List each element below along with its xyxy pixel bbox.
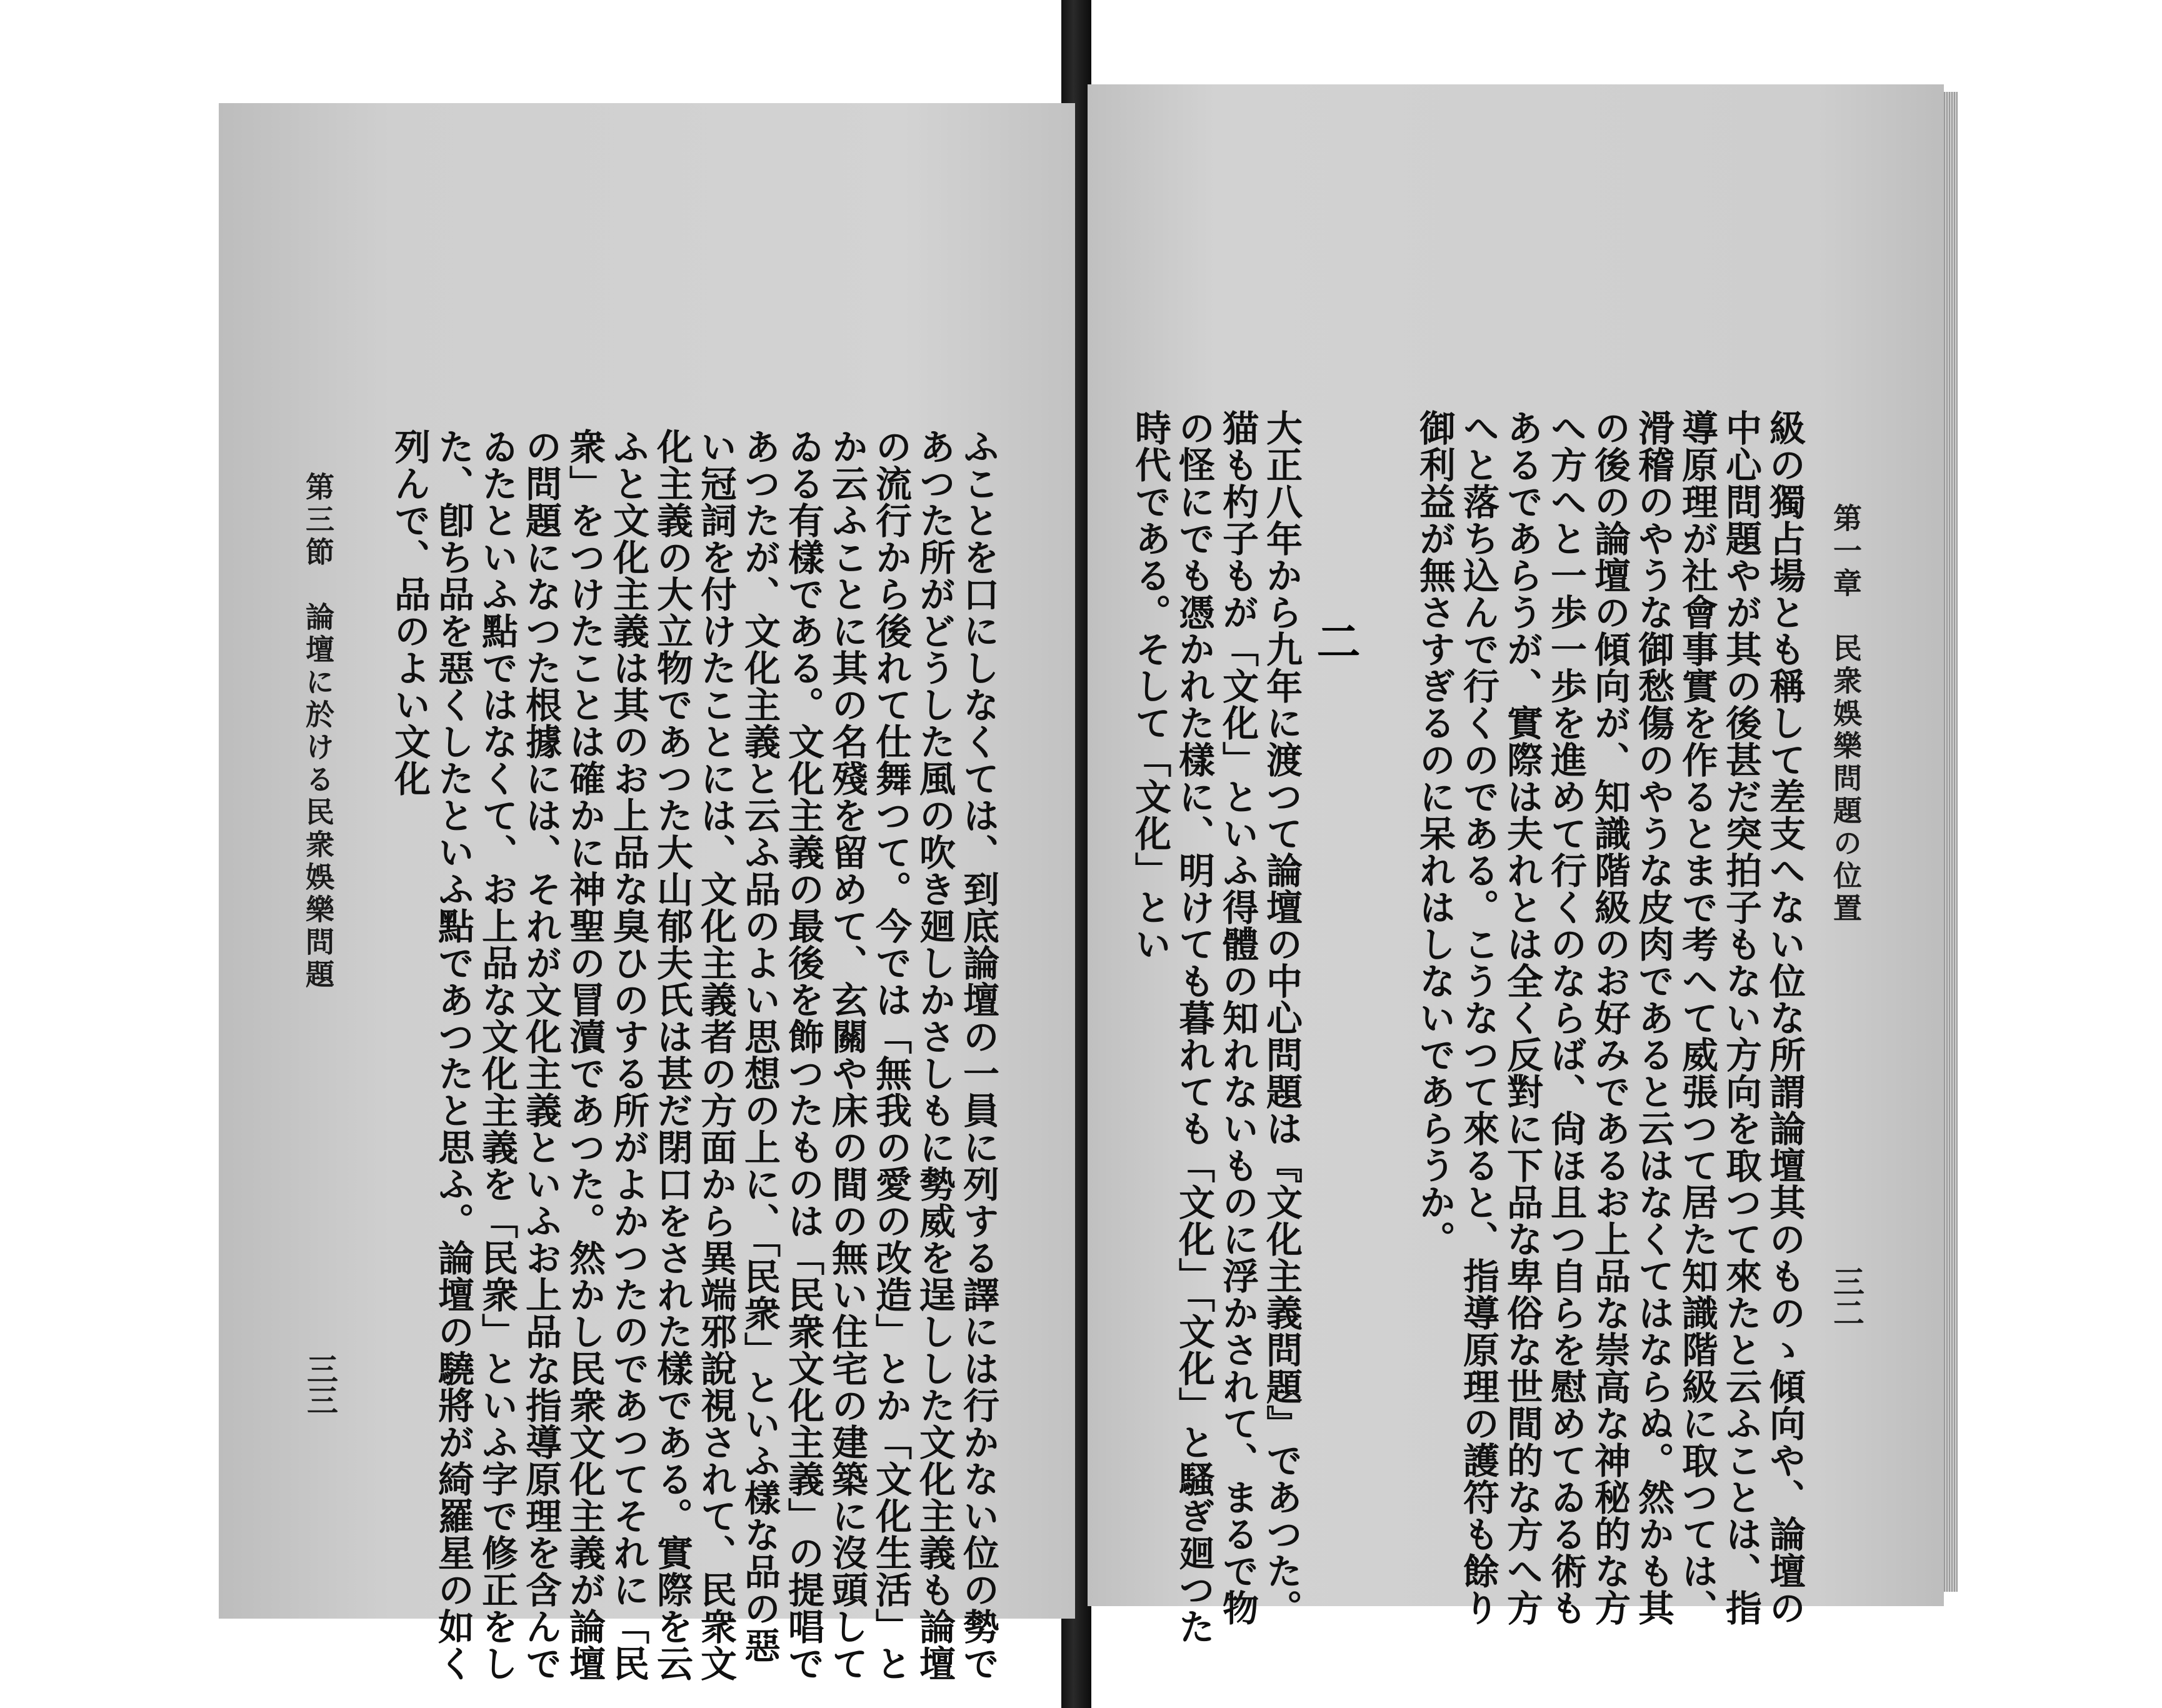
paragraph-text: ふことを口にしなくては、到底論壇の一員に列する譯には行かない位の勢であつた所がどうした風の吹き廻しかさしもに勢威を逞しした文化主義も論壇の流行から後れて仕舞つて。今では「無我の愛の改造」とか「文化生活」とか云ふことに其の名殘を留めて、玄關や床の間の無い住宅の建築に沒頭してゐる有樣である。文化主義の最後を飾つたものは「民衆文化主義」の提唱であつたが、文化主義と云ふ品のよい思想の上に、「民衆」といふ樣な品の惡い冠詞を付けたことには、文化主義者の方面から異端邪說視されて、民衆文化主義の大立物であつた大山郁夫氏は甚だ閉口をされた樣である。實際を云ふと文化主義は其のお上品な臭ひのする所がよかつたのであつてそれに「民衆」をつけたことは確かに神聖の冒瀆であつた。然かし民衆文化主義が論壇の問題になつた根據には、それが文化主義といふお上品な指導原理を含んでゐたといふ點ではなくて、お上品な文化主義を「民衆」といふ字で修正をした、卽ち品を惡くしたといふ點であつたと思ふ。論壇の驍將が綺羅星の如く列んで、品のよい文化 (388, 428, 999, 1682)
paragraph-text: 大正八年から九年に渡つて論壇の中心問題は『文化主義問題』であつた。猫も杓子もが「文化」といふ得體の知れないものに浮かされて、まるで物の怪にでも憑かれた樣に、明けても暮れても「文化」「文化」と騷ぎ廻つた時代である。そして「文化」とい (1129, 409, 1303, 1645)
body-paragraph (1369, 409, 1806, 1647)
page-number: 三二 (1828, 1266, 1865, 1328)
page-number: 三三 (302, 1353, 339, 1416)
section-number: 二 (1309, 619, 1361, 662)
running-header-title: 第一章 民衆娛樂問題の位置 (1829, 503, 1863, 926)
body-paragraph (344, 428, 1000, 1691)
right-page (1088, 84, 1944, 1645)
body-paragraph (1129, 409, 1303, 1647)
left-page (219, 103, 1075, 1682)
paragraph-text: 級の獨占場とも稱して差支へない位な所謂論壇其のものゝ傾向や、論壇の中心問題やが其の後甚だ突拍子もない方向を取つて來たと云ふことは、指導原理が社會事實を作るとまで考へて威張つて居た知識階級に取つては、滑稽のやうな御愁傷のやうな皮肉であると云はなくてはならぬ。然かも其の後の論壇の傾向が、知識階級のお好みであるお上品な崇高な神秘的な方へ方へと一歩一歩を進めて行くのならば、尙ほ且つ自らを慰めてゐる術もあるであらうが、實際は夫れとは全く反對に下品な卑俗な世間的な方へ方へと落ち込んで行くのである。こうなつて來ると、指導原理の護符も餘り御利益が無さすぎるのに呆れはしないであらうか。 (1413, 409, 1806, 1626)
running-footer-title: 第三節 論壇に於ける民衆娛樂問題 (301, 472, 335, 992)
